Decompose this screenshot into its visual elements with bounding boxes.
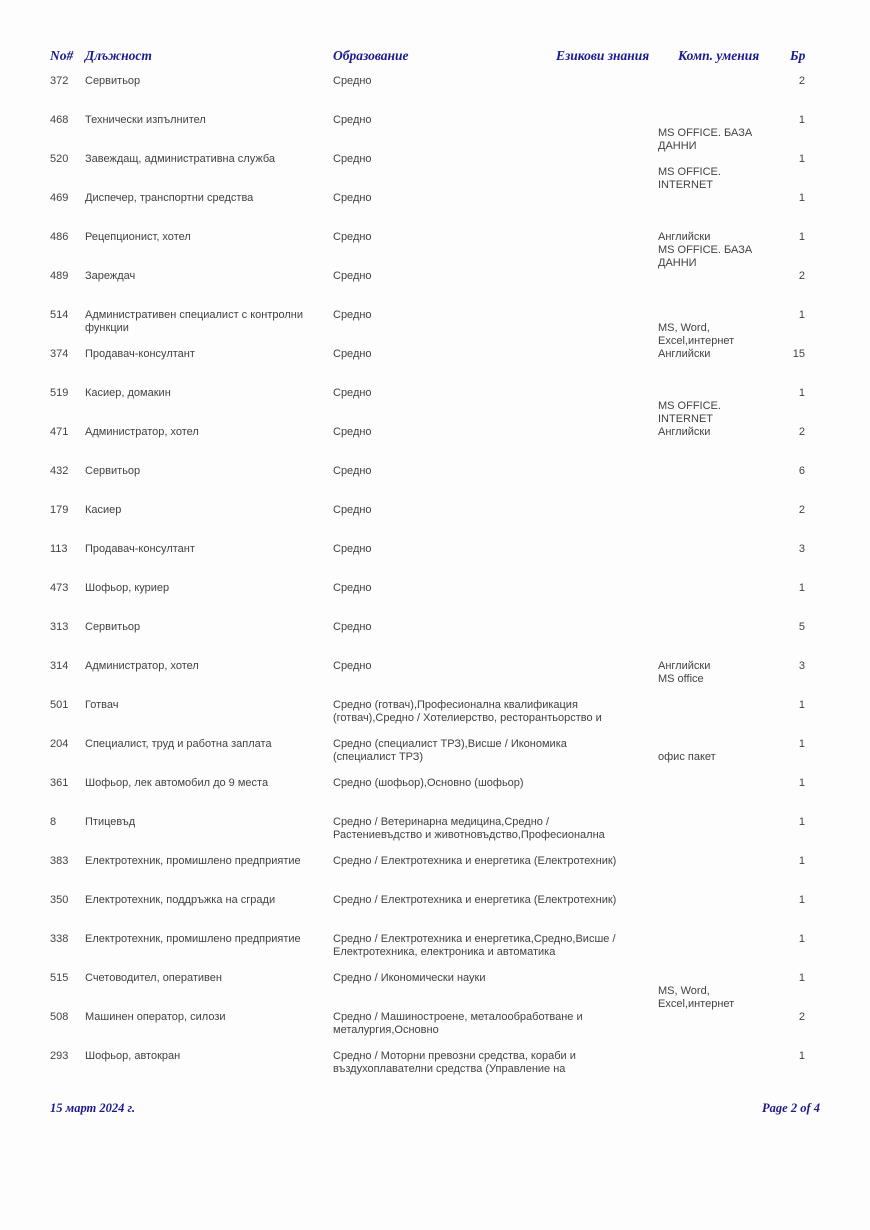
column-header-computer: Комп. умения [678, 48, 760, 63]
table-row [50, 777, 820, 816]
language-value: Английски [658, 348, 711, 360]
row-number: 383 [50, 855, 69, 867]
position-cell: Администратор, хотел [85, 660, 199, 672]
position-cell: Касиер [85, 504, 122, 516]
education-cell: Средно / Машиностроене, металообработване и металургия,Основно [333, 1011, 583, 1036]
education-cell: Средно [333, 543, 372, 555]
footer-date: 15 март 2024 г. [50, 1101, 136, 1115]
education-cell: Средно [333, 582, 372, 594]
skills-cell [658, 231, 770, 269]
education-cell: Средно (готвач),Професионална квалификация (готвач),Средно / Хотелиерство, ресторантьорство и [333, 699, 602, 724]
table-row [50, 387, 820, 426]
position-cell: Продавач-консултант [85, 543, 195, 555]
table-row [50, 738, 820, 777]
education-cell: Средно [333, 270, 372, 282]
count-cell: 1 [798, 699, 805, 711]
row-number: 473 [50, 582, 69, 594]
count-cell: 1 [798, 816, 805, 828]
position-cell: Администратор, хотел [85, 426, 199, 438]
count-cell: 3 [798, 543, 805, 555]
row-number: 293 [50, 1050, 69, 1062]
row-number: 432 [50, 465, 69, 477]
table-row [50, 816, 820, 855]
count-cell: 2 [798, 426, 805, 438]
position-cell: Административен специалист с контролни функции [85, 309, 304, 334]
row-number: 471 [50, 426, 69, 438]
computer-skills-value: MS OFFICE. INTERNET [658, 400, 721, 425]
row-number: 372 [50, 75, 69, 87]
computer-skills-value: MS office [658, 673, 704, 685]
position-cell: Електротехник, промишлено предприятие [85, 855, 301, 867]
education-cell: Средно (специалист ТРЗ),Висше / Икономика (специалист ТРЗ) [333, 738, 567, 763]
count-cell: 2 [798, 75, 805, 87]
page-footer [50, 1101, 820, 1116]
table-row [50, 465, 820, 504]
row-number: 8 [50, 816, 57, 828]
position-cell: Сервитьор [85, 75, 141, 87]
count-cell: 1 [798, 738, 805, 750]
table-row [50, 582, 820, 621]
education-cell: Средно [333, 309, 372, 321]
skills-cell [658, 660, 770, 685]
row-number: 469 [50, 192, 69, 204]
position-cell: Специалист, труд и работна заплата [85, 738, 272, 750]
column-header-count: Бр [790, 48, 806, 63]
education-cell: Средно [333, 426, 372, 438]
position-cell: Счетоводител, оперативен [85, 972, 222, 984]
row-number: 515 [50, 972, 69, 984]
education-cell: Средно [333, 465, 372, 477]
education-cell: Средно / Електротехника и енергетика (Електротехник) [333, 894, 617, 906]
table-row [50, 1011, 820, 1050]
computer-skills-value: MS, Word, Excel,интернет [658, 322, 735, 347]
position-cell: Технически изпълнител [85, 114, 206, 126]
count-cell: 1 [798, 231, 805, 243]
table-row [50, 75, 820, 114]
position-cell: Електротехник, промишлено предприятие [85, 933, 301, 945]
table-row [50, 192, 820, 231]
count-cell: 15 [792, 348, 805, 360]
count-cell: 5 [798, 621, 805, 633]
table-row [50, 270, 820, 309]
table-row [50, 933, 820, 972]
table-row [50, 621, 820, 660]
column-header-position: Длъжност [85, 48, 152, 63]
row-number: 113 [50, 543, 68, 555]
position-cell: Сервитьор [85, 465, 141, 477]
table-row [50, 543, 820, 582]
education-cell: Средно / Електротехника и енергетика (Електротехник) [333, 855, 617, 867]
language-value: Английски [658, 426, 711, 438]
position-cell: Шофьор, куриер [85, 582, 170, 594]
row-number: 486 [50, 231, 69, 243]
table-row [50, 231, 820, 270]
count-cell: 1 [798, 582, 805, 594]
position-cell: Машинен оператор, силози [85, 1011, 226, 1023]
count-cell: 1 [798, 153, 805, 165]
education-cell: Средно / Електротехника и енергетика,Средно,Висше / Електротехника, електроника и автоматика [333, 933, 616, 958]
education-cell: Средно (шофьор),Основно (шофьор) [333, 777, 524, 789]
computer-skills-value: MS OFFICE. INTERNET [658, 166, 721, 191]
table-row [50, 114, 820, 153]
education-cell: Средно [333, 504, 372, 516]
column-header-education: Образование [333, 48, 409, 63]
count-cell: 1 [798, 114, 805, 126]
row-number: 350 [50, 894, 69, 906]
table-row [50, 426, 820, 465]
footer-page-number: Page 2 of 4 [762, 1101, 820, 1115]
count-cell: 3 [798, 660, 805, 672]
education-cell: Средно [333, 660, 372, 672]
education-cell: Средно [333, 348, 372, 360]
position-cell: Зареждач [85, 270, 136, 282]
table-row [50, 972, 820, 1011]
row-number: 361 [50, 777, 69, 789]
education-cell: Средно [333, 153, 372, 165]
count-cell: 1 [798, 777, 805, 789]
row-number: 489 [50, 270, 69, 282]
row-number: 520 [50, 153, 69, 165]
education-cell: Средно [333, 621, 372, 633]
column-header-no: No# [50, 48, 74, 63]
row-number: 314 [50, 660, 69, 672]
count-cell: 1 [798, 972, 805, 984]
row-number: 179 [50, 504, 69, 516]
position-cell: Продавач-консултант [85, 348, 195, 360]
position-cell: Птицевъд [85, 816, 136, 828]
row-number: 204 [50, 738, 69, 750]
table-row [50, 1050, 820, 1089]
table-header-row [50, 48, 820, 75]
position-cell: Шофьор, лек автомобил до 9 места [85, 777, 269, 789]
count-cell: 1 [798, 192, 805, 204]
computer-skills-value: MS OFFICE. БАЗА ДАННИ [658, 127, 753, 152]
skills-cell [658, 348, 770, 361]
row-number: 313 [50, 621, 69, 633]
language-value: Английски [658, 660, 711, 672]
table-row [50, 699, 820, 738]
table-row [50, 504, 820, 543]
skills-cell [658, 426, 770, 439]
education-cell: Средно [333, 231, 372, 243]
table-row [50, 348, 820, 387]
count-cell: 2 [798, 270, 805, 282]
table-row [50, 660, 820, 699]
column-header-language: Езикови знания [556, 48, 650, 63]
education-cell: Средно [333, 75, 372, 87]
computer-skills-value: MS OFFICE. БАЗА ДАННИ [658, 244, 753, 269]
education-cell: Средно / Икономически науки [333, 972, 486, 984]
count-cell: 2 [798, 504, 805, 516]
row-number: 501 [50, 699, 69, 711]
row-number: 508 [50, 1011, 69, 1023]
count-cell: 1 [798, 309, 805, 321]
row-number: 468 [50, 114, 69, 126]
position-cell: Диспечер, транспортни средства [85, 192, 254, 204]
count-cell: 6 [798, 465, 805, 477]
count-cell: 2 [798, 1011, 805, 1023]
position-cell: Рецепционист, хотел [85, 231, 191, 243]
education-cell: Средно [333, 114, 372, 126]
computer-skills-value: офис пакет [658, 751, 716, 763]
table-row [50, 153, 820, 192]
computer-skills-value: MS, Word, Excel,интернет [658, 985, 735, 1010]
education-cell: Средно / Моторни превозни средства, кораби и въздухоплавателни средства (Управление на [333, 1050, 576, 1075]
row-number: 514 [50, 309, 69, 321]
position-cell: Готвач [85, 699, 119, 711]
position-cell: Шофьор, автокран [85, 1050, 181, 1062]
count-cell: 1 [798, 933, 805, 945]
table-row [50, 855, 820, 894]
rows [50, 75, 820, 1089]
count-cell: 1 [798, 894, 805, 906]
count-cell: 1 [798, 1050, 805, 1062]
row-number: 519 [50, 387, 69, 399]
position-cell: Електротехник, поддръжка на сгради [85, 894, 276, 906]
language-value: Английски [658, 231, 711, 243]
position-cell: Сервитьор [85, 621, 141, 633]
table-row [50, 309, 820, 348]
position-cell: Касиер, домакин [85, 387, 171, 399]
count-cell: 1 [798, 855, 805, 867]
count-cell: 1 [798, 387, 805, 399]
position-cell: Завеждащ, административна служба [85, 153, 275, 165]
table-row [50, 894, 820, 933]
row-number: 338 [50, 933, 69, 945]
education-cell: Средно [333, 192, 372, 204]
education-cell: Средно / Ветеринарна медицина,Средно / Растениевъдство и животновъдство,Професионална [333, 816, 605, 841]
row-number: 374 [50, 348, 69, 360]
education-cell: Средно [333, 387, 372, 399]
